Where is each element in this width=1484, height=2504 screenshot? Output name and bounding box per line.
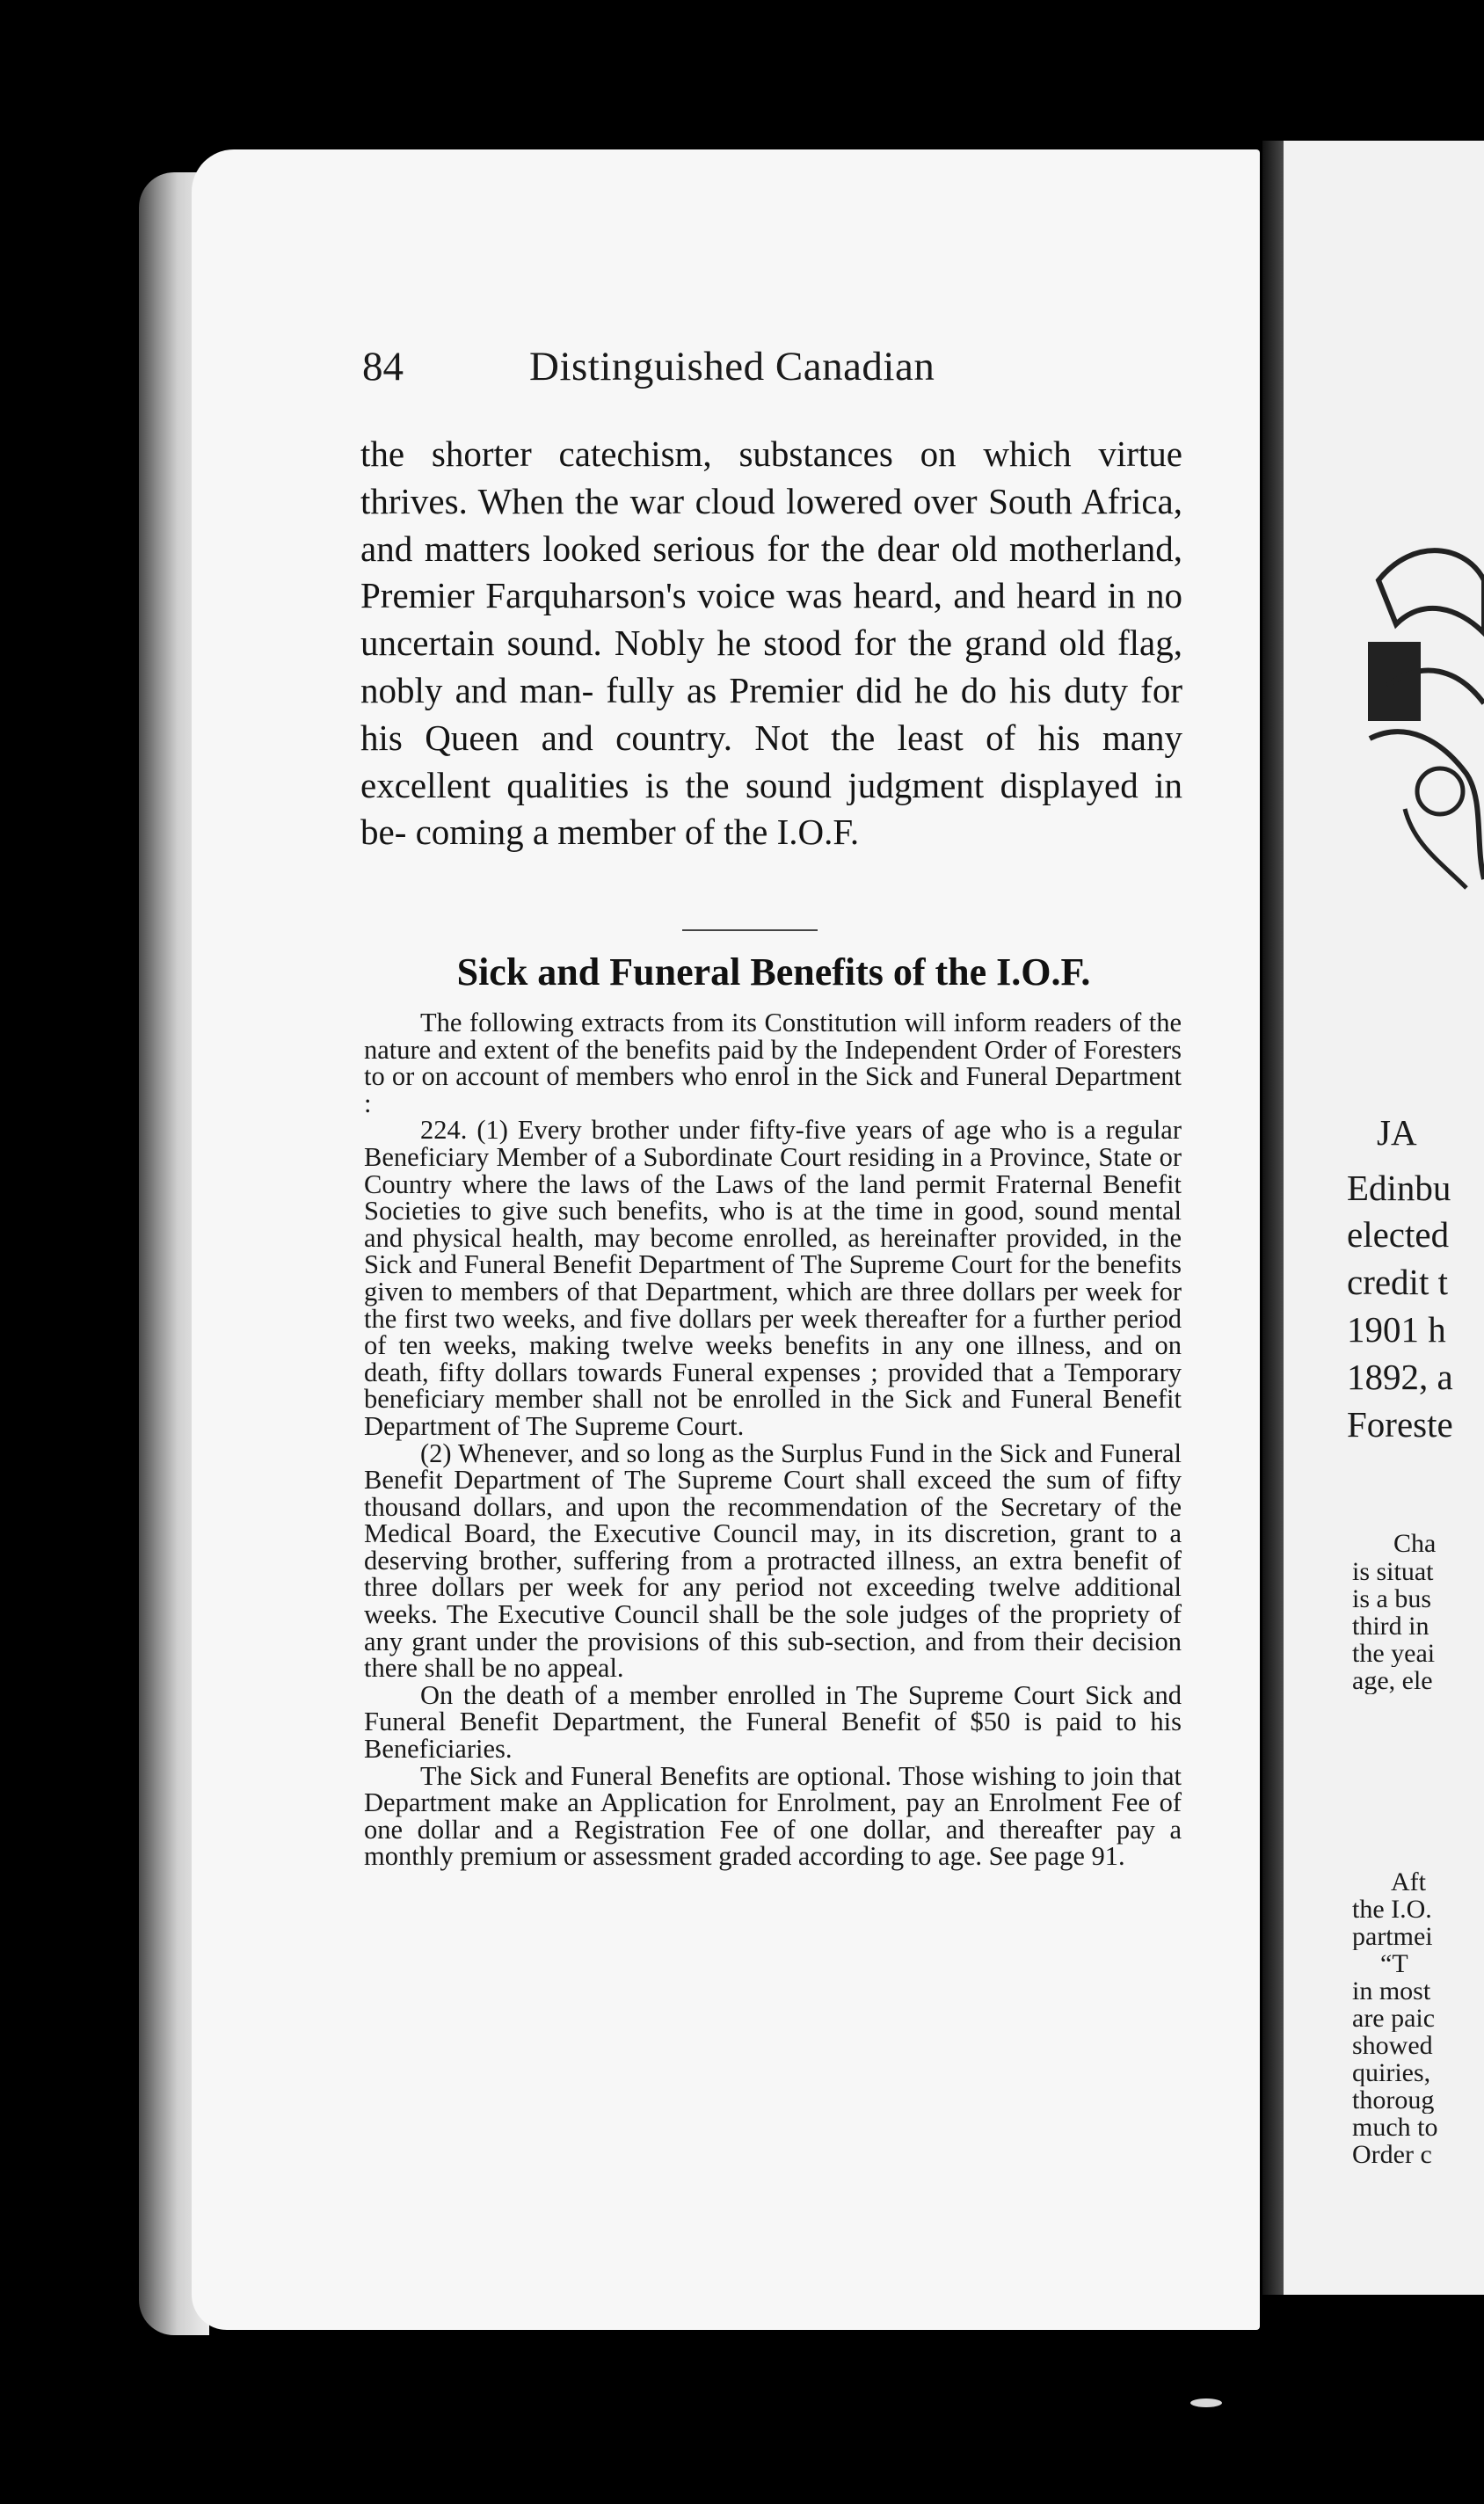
facing-line: Edinbu [1347, 1168, 1451, 1208]
facing-line: quiries, [1352, 2059, 1431, 2087]
page-header [362, 343, 1180, 390]
extract-paragraph: On the death of a member enrolled in The Supreme Court Sick and Funeral Benefit Department, the Funeral Benefit of $50 is paid to his Beneficiaries. [364, 1679, 1182, 1765]
extract-paragraph: 224. (1) Every brother under fifty-five years of age who is a regular Beneficiary Member of a Subordinate Court residing in a Province, State or Country where the laws of the Laws of the land permit Fraternal Benefit Societies to give such benefits, who is at the time in good, sound mental and physical health, may become enrolled, as hereinafter provided, in the Sick and Funeral Benefit Department of The Supreme Court for the benefits given to members of that Department, which are three dollars per week for the first two weeks, and five dollars per week thereafter for a further period of ten weeks, making twelve weeks benefits in any one illness, and on death, fifty dollars towards Funeral expenses ; provided that a Temporary beneficiary member shall not be enrolled in the Sick and Funeral Benefit Department of The Supreme Court. [364, 1115, 1182, 1441]
body-line: thrives. When the war cloud lowered over South [360, 480, 1082, 521]
facing-line: Order c [1352, 2141, 1432, 2169]
body-line: the shorter catechism, substances on which virtue [360, 433, 1182, 474]
facing-line: elected [1347, 1214, 1450, 1255]
facing-line: Foreste [1347, 1404, 1453, 1445]
body-line: fully as Premier did he do his duty for his Queen [360, 669, 1182, 758]
facing-line: age, ele [1352, 1667, 1433, 1695]
facing-line: Aft [1391, 1868, 1426, 1896]
section-divider [682, 929, 818, 931]
page-number: 84 [362, 344, 404, 389]
section-title: Sick and Funeral Benefits of the I.O.F. [456, 950, 1091, 994]
extract-paragraph: (2) Whenever, and so long as the Surplus Fund in the Sick and Funeral Benefit Department of The Supreme Court shall exceed the sum of fifty thousand dollars, and upon the recommendation of the Secretary of the Medical Board, the Executive Council may, in its discretion, grant to a deserving brother, suffering from a protracted illness, an extra benefit of three dollars per week for any period not exceeding twelve additional weeks. The Executive Council shall be the sole judges of the propriety of any grant under the provisions of this sub-section, and from their decision there shall be no appeal. [364, 1438, 1182, 1684]
facing-line: JA [1377, 1112, 1417, 1153]
body-line: Africa, and matters looked serious for the dear [360, 480, 1182, 569]
facing-line: much to [1352, 2114, 1438, 2142]
facing-line: 1892, a [1347, 1357, 1453, 1397]
facing-line: the I.O. [1352, 1896, 1432, 1924]
body-line: and country. Not the least of his many excellent [360, 717, 1182, 805]
body-line: coming a member of the I.O.F. [415, 812, 860, 853]
facing-line: third in [1352, 1612, 1429, 1641]
body-line: qualities is the sound judgment displayed in be- [360, 764, 1183, 853]
facing-line: Cha [1393, 1530, 1437, 1558]
body-paragraph [360, 431, 1182, 856]
running-head: Distinguished Canadian [529, 344, 935, 389]
facing-line: partmei [1352, 1923, 1433, 1951]
facing-line: credit t [1347, 1262, 1448, 1302]
constitution-extracts [364, 1009, 1182, 1870]
facing-line: is situat [1352, 1558, 1434, 1586]
extract-paragraph: The following extracts from its Constitution will inform readers of the nature and extent of the benefits paid by the Independent Order of Foresters to or on account of members who enrol in the Sick and Funeral Department : [364, 1008, 1182, 1118]
facing-line: are paic [1352, 2005, 1436, 2033]
facing-line: thoroug [1352, 2086, 1435, 2115]
body-line: heard, and heard in no uncertain sound. Nobly [360, 575, 1183, 664]
body-line: old motherland, Premier Farquharson's voice was [360, 528, 1182, 616]
facing-line: is a bus [1352, 1585, 1431, 1613]
facing-line: 1901 h [1347, 1309, 1446, 1350]
facing-line: in most [1352, 1977, 1431, 2005]
scan-smudge-icon [1187, 2397, 1226, 2409]
facing-line: showed [1352, 2032, 1433, 2060]
body-line: he stood for the grand old flag, nobly and man- [360, 622, 1182, 710]
extract-paragraph: The Sick and Funeral Benefits are optional. Those wishing to join that Department make an Application for Enrolment, pay an Enrolment Fee of one dollar and a Registration Fee of one dollar, and thereafter pay a monthly premium or assessment graded according to age. See page 91. [364, 1760, 1182, 1872]
facing-line: “T [1380, 1950, 1408, 1978]
decorative-initial-ornament-icon [1361, 528, 1484, 897]
facing-line: the yeai [1352, 1640, 1436, 1668]
